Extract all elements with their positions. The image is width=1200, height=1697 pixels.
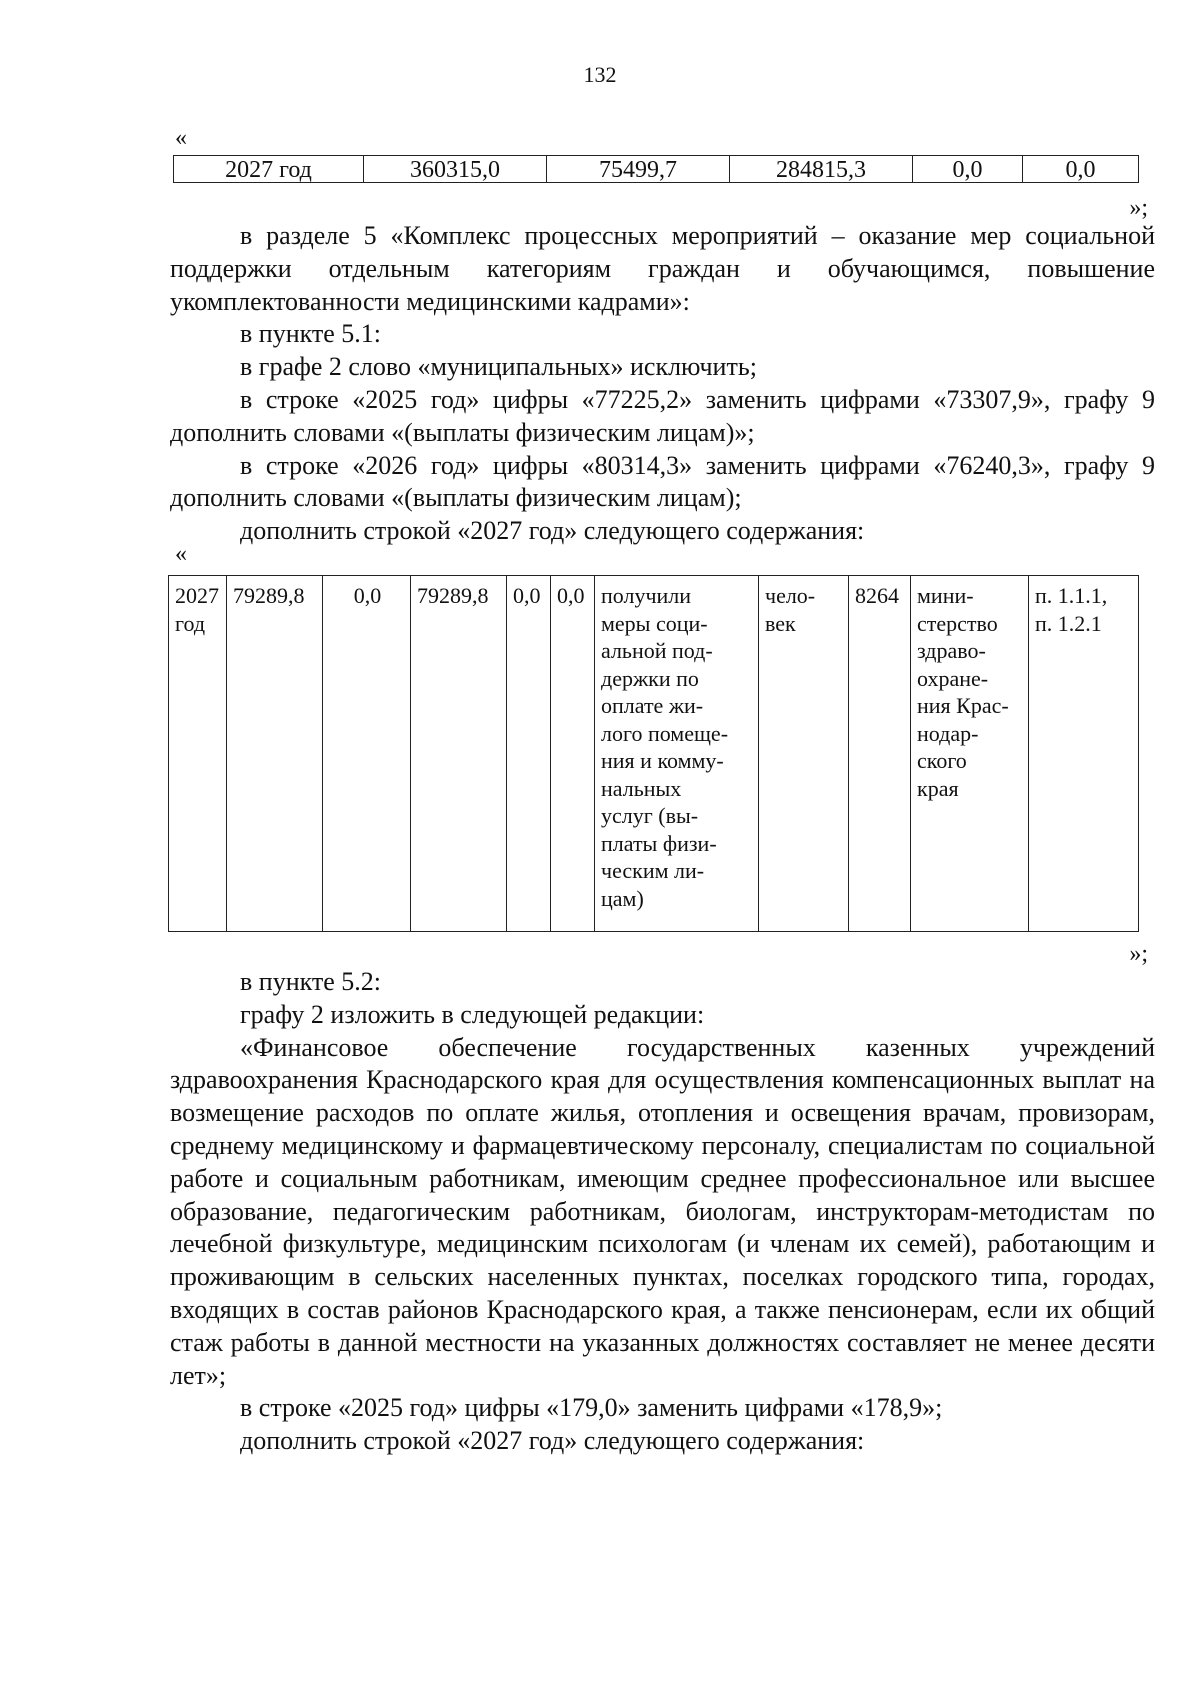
- table-cell-total: 79289,8: [227, 576, 323, 932]
- table-cell-total: 360315,0: [364, 156, 547, 183]
- table-cell-value: 0,0: [551, 576, 595, 932]
- table-cell-reference: п. 1.1.1, п. 1.2.1: [1029, 576, 1139, 932]
- paragraph: дополнить строкой «2027 год» следующего содержания:: [240, 1426, 865, 1456]
- table-cell-unit: чело- век: [759, 576, 849, 932]
- closing-quote: »;: [1129, 941, 1148, 967]
- table-cell-count: 8264: [849, 576, 911, 932]
- table-cell-value: 284815,3: [730, 156, 913, 183]
- paragraph: в строке «2026 год» цифры «80314,3» заменить цифрами «76240,3», графу 9 дополнить словами «(выплаты физическим лицам);: [170, 450, 1155, 513]
- opening-quote: «: [175, 541, 187, 567]
- table-row: [174, 156, 1139, 183]
- table-cell-result: получили меры соци- альной под- держки по оплате жи- лого помеще- ния и комму- нальных услуг (вы- платы физи- ческим ли- цам): [595, 576, 759, 932]
- table-cell-responsible: мини- стерство здраво- охране- ния Крас- нодар- ского края: [911, 576, 1029, 932]
- table-cell-value: 75499,7: [547, 156, 730, 183]
- table-row: [169, 576, 1139, 932]
- table-cell-year: 2027 год: [169, 576, 227, 932]
- page-number: 132: [583, 62, 617, 87]
- paragraph: в пункте 5.2:: [240, 967, 382, 996]
- table-cell-value: 79289,8: [411, 576, 507, 932]
- text-block-section5-2: [170, 966, 1155, 1458]
- table-cell-value: 0,0: [913, 156, 1023, 183]
- paragraph: в строке «2025 год» цифры «179,0» заменить цифрами «178,9»;: [240, 1393, 943, 1423]
- paragraph: «Финансовое обеспечение государственных казенных учреждений здравоохранения Краснодарского края для осуществления компенсационных выплат на возмещение расходов по оплате жилья, отопления и освещения врачам, провизорам, среднему медицинскому и фармацевтическому персоналу, специалистам по социальной работе и социальным работникам, имеющим среднее профессиональное или высшее образование, педагогическим работникам, биологам, инструкторам-методистам по лечебной физкультуре, медицинским психологам (и членам их семей), работающим и проживающим в сельских населенных пунктах, поселках городского типа, городах, входящих в состав районов Краснодарского края, а также пенсионерам, если их общий стаж работы в данной местности на указанных должностях составляет не менее десяти лет»;: [170, 1032, 1155, 1390]
- opening-quote: «: [175, 125, 187, 151]
- table-cell-year: 2027 год: [174, 156, 364, 183]
- paragraph: графу 2 изложить в следующей редакции:: [240, 999, 705, 1029]
- table-cell-value: 0,0: [323, 576, 411, 932]
- paragraph: в строке «2025 год» цифры «77225,2» заменить цифрами «73307,9», графу 9 дополнить словами «(выплаты физическим лицам)»;: [170, 384, 1155, 447]
- budget-row-table: [173, 155, 1139, 183]
- table-cell-value: 0,0: [1023, 156, 1139, 183]
- paragraph: дополнить строкой «2027 год» следующего содержания:: [240, 516, 865, 546]
- table-cell-value: 0,0: [507, 576, 551, 932]
- measure-detail-table: [168, 575, 1139, 932]
- text-block-section5: [170, 220, 1155, 548]
- paragraph: в разделе 5 «Комплекс процессных мероприятий – оказание мер социальной поддержки отдельным категориям граждан и обучающимся, повышение укомплектованности медицинскими кадрами»:: [170, 221, 1155, 316]
- paragraph: в графе 2 слово «муниципальных» исключить;: [240, 352, 757, 382]
- closing-quote: »;: [1129, 195, 1148, 221]
- paragraph: в пункте 5.1:: [240, 319, 382, 349]
